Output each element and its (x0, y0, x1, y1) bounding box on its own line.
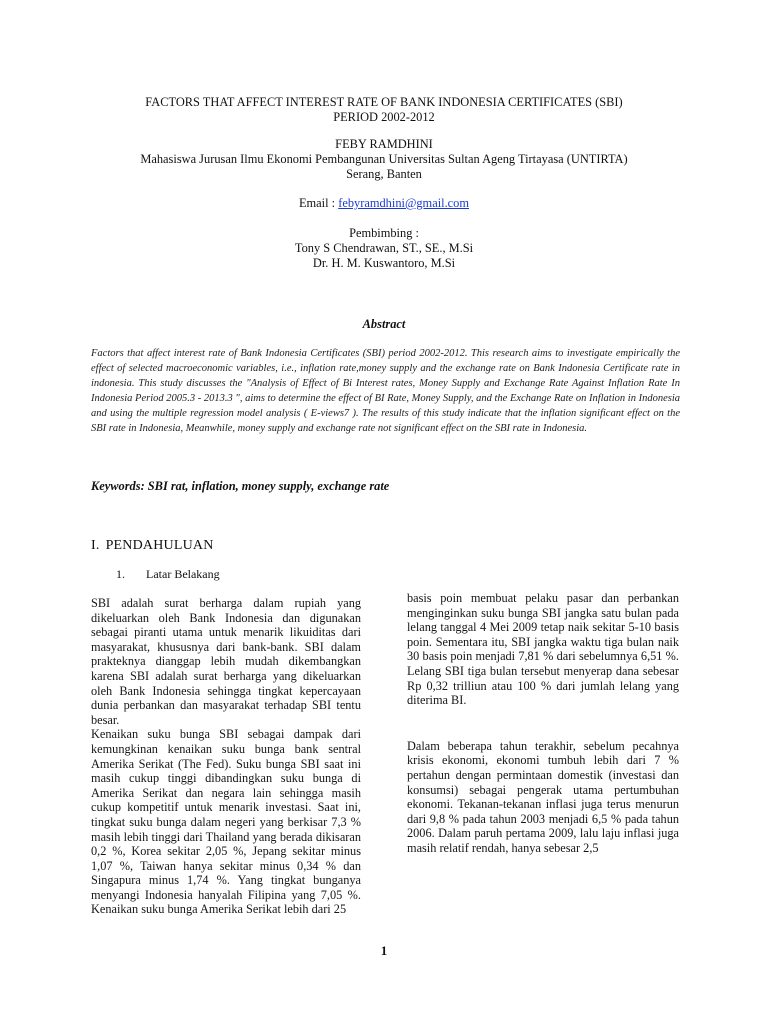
paragraph: Dalam beberapa tahun terakhir, sebelum pecahnya krisis ekonomi, ekonomi tumbuh lebih dari 7 % pertahun dengan permintaan domestik (investasi dan konsumsi) sebagai pengerak utama pertumbuhan ekonomi. Tekanan-tekanan inflasi juga terus menurun dari 9,8 % pada tahun 2003 menjadi 6,5 % pada tahun 2006. Dalam paruh pertama 2009, lalu laju inflasi juga masih relatif rendah, hanya sebesar 2,5 (407, 738, 679, 855)
section-number: I. (91, 538, 100, 553)
email-line (80, 196, 688, 211)
page-number: 1 (380, 944, 388, 958)
email-link[interactable]: febyramdhini@gmail.com (338, 196, 470, 210)
body-column-right (407, 591, 679, 856)
keywords: Keywords: SBI rat, inflation, money supply, exchange rate (91, 479, 390, 493)
title-line-1: FACTORS THAT AFFECT INTEREST RATE OF BANK INDONESIA CERTIFICATES (SBI) (145, 95, 623, 109)
subsection-number: 1. (116, 567, 125, 581)
advisor-1: Tony S Chendrawan, ST., SE., M.Si (294, 241, 474, 255)
paragraph: basis poin membuat pelaku pasar dan perbankan menginginkan suku bunga SBI jangka satu bulan pada lelang tanggal 4 Mei 2009 tetap naik sekitar 5-10 basis poin. Sementara itu, SBI jangka waktu tiga bulan naik 30 basis poin menjadi 7,81 % dari sebelumnya 6,51 %. Lelang SBI tiga bulan tersebut menyerap dana sebesar Rp 0,32 trilliun atau 100 % dari jumlah lelang yang diterima BI. (407, 591, 679, 708)
abstract-heading: Abstract (362, 317, 406, 331)
paragraph: SBI adalah surat berharga dalam rupiah yang dikeluarkan oleh Bank Indonesia dan digunakan sebagai piranti utama untuk menarik likuiditas dari masyarakat, khususnya dari bank-bank. SBI dalam prakteknya dianggap lebih mudah dikembangkan karena SBI adalah surat berharga yang dikeluarkan oleh Bank Indonesia sehingga tingkat kepercayaan dunia perbankan dan masyarakat terhadap SBI tentu besar. (91, 596, 361, 727)
advisor-block (80, 226, 688, 271)
author-location: Serang, Banten (346, 167, 422, 181)
advisor-label: Pembimbing : (349, 226, 419, 240)
section-title: PENDAHULUAN (105, 538, 214, 553)
body-column-left (91, 596, 361, 917)
subsection-heading (116, 567, 220, 582)
section-heading (91, 538, 214, 554)
subsection-title: Latar Belakang (146, 567, 220, 581)
advisor-2: Dr. H. M. Kuswantoro, M.Si (312, 256, 456, 270)
paper-title (80, 95, 688, 125)
author-block (80, 137, 688, 182)
author-name: FEBY RAMDHINI (335, 137, 433, 151)
paragraph: Kenaikan suku bunga SBI sebagai dampak dari kemungkinan kenaikan suku bunga bank sentral Amerika Serikat (The Fed). Suku bunga SBI saat ini masih cukup tinggi dibandingkan suku bunga di Amerika Serikat dan negara lain sehingga masih cukup kompetitif untuk menarik investasi. Saat ini, tingkat suku bunga dalam negeri yang berkisar 7,3 % masih lebih tinggi dari Thailand yang berada dikisaran 0,2 %, Korea sekitar 2,05 %, Jepang sekitar minus 1,07 %, Taiwan hanya sekitar minus 0,34 % dan Singapura minus 1,74 %. Yang tingkat bunganya menyangi Indonesia hanyalah Filipina yang 7,05 %. Kenaikan suku bunga Amerika Serikat lebih dari 25 (91, 727, 361, 917)
email-label: Email : (298, 196, 339, 210)
abstract-text: Factors that affect interest rate of Bank Indonesia Certificates (SBI) period 2002-2012. This research aims to investigate empirically the effect of selected macroeconomic variables, i.e., inflation rate,money supply and the exchange rate on Bank Indonesia Certificate rate in indonesia. This study discusses the "Analysis of Effect of Bi Interest rates, Money Supply and Exchange Rate Against Inflation Rate In Indonesia Period 2005.3 - 2013.3 ", aims to determine the effect of BI Rate, Money Supply, and the Exchange Rate on Inflation in Indonesia and using the multiple regression model analysis ( E-views7 ). The results of this study indicate that the inflation significant effect on the SBI rate in Indonesia, Meanwhile, money supply and exchange rate not significant effect on the SBI rate in Indonesia. (91, 348, 680, 435)
author-affiliation: Mahasiswa Jurusan Ilmu Ekonomi Pembangunan Universitas Sultan Ageng Tirtayasa (UNTIRTA) (140, 152, 628, 166)
title-line-2: PERIOD 2002-2012 (333, 110, 435, 124)
